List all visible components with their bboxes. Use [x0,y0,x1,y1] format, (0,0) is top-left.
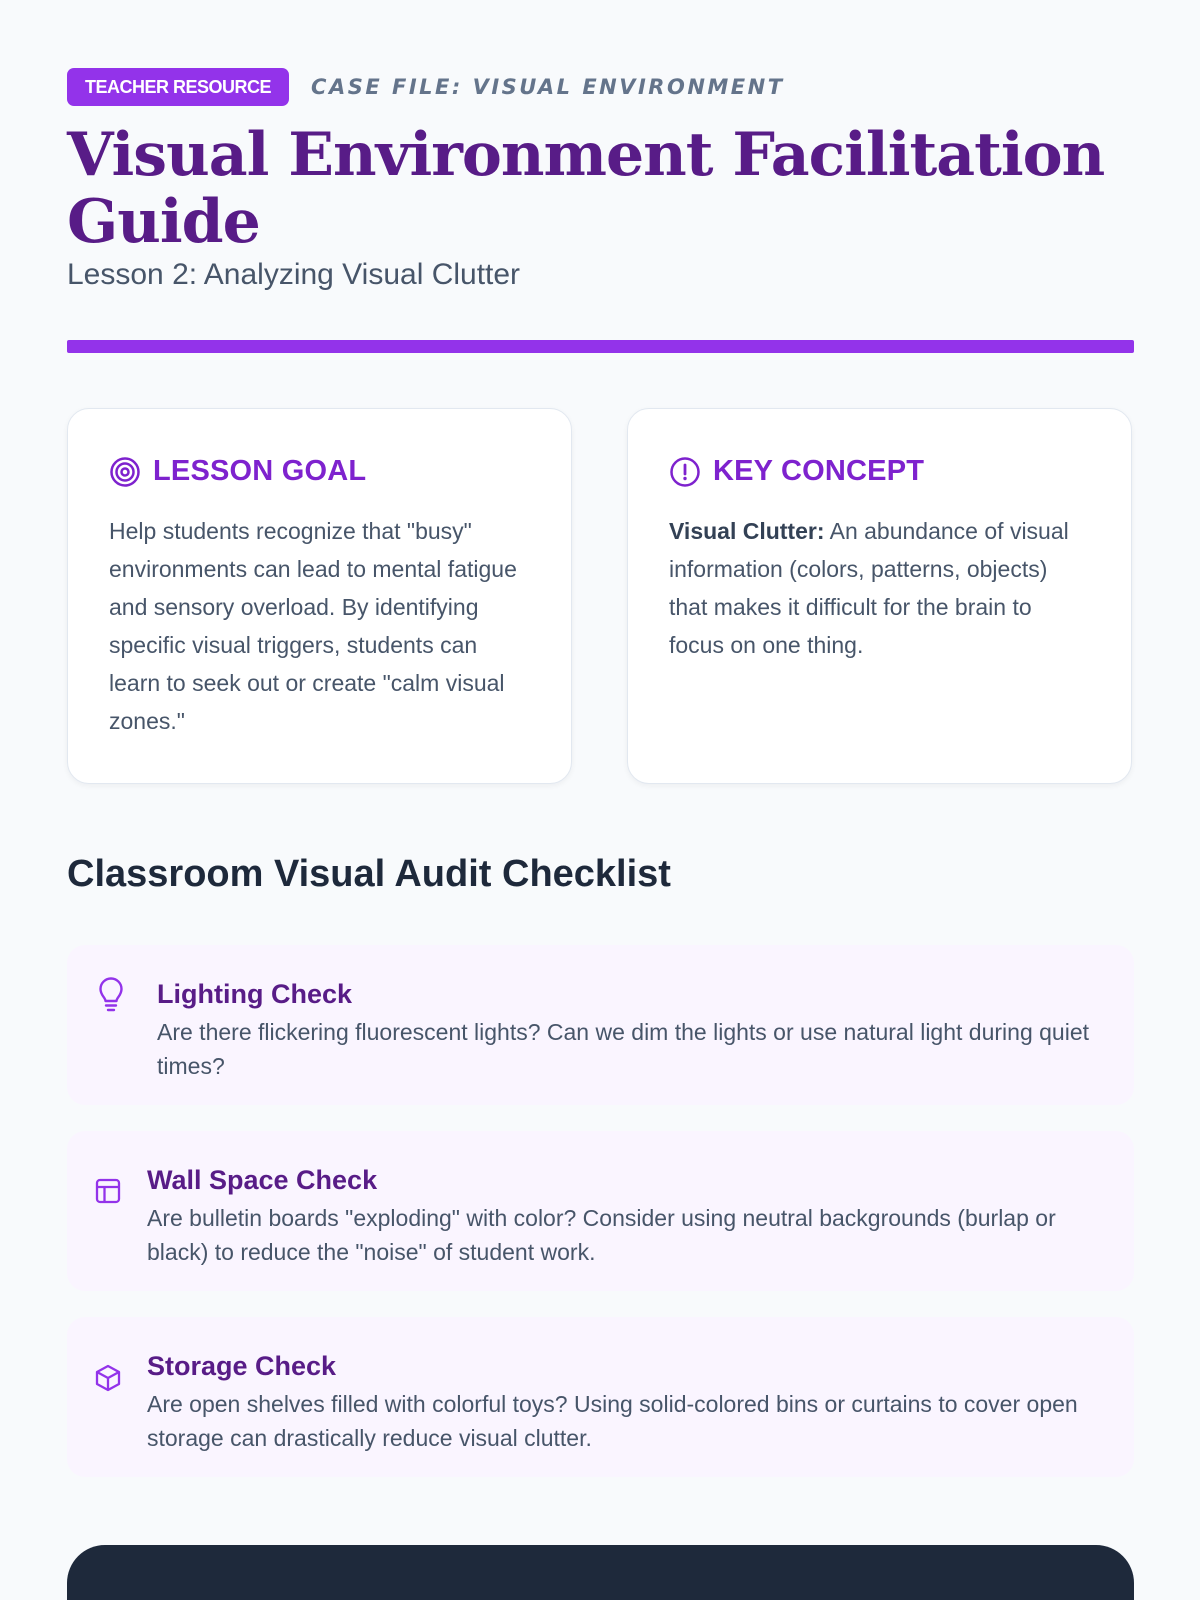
storage-check-desc: Are open shelves filled with colorful toys? Using solid-colored bins or curtains to cover open storage can drastically reduce visual clutter. [147,1391,1078,1451]
box-icon [95,1364,121,1392]
checklist-item-wall-space [67,1131,1134,1291]
checklist-title: Classroom Visual Audit Checklist [67,853,671,895]
key-concept-term: Visual Clutter: [669,518,825,544]
key-concept-text [669,512,1091,664]
target-icon [109,456,141,488]
wall-space-check-title: Wall Space Check [147,1165,378,1195]
header-divider [67,340,1134,353]
case-file-label: CASE FILE: VISUAL ENVIRONMENT [311,75,785,99]
lighting-check-title: Lighting Check [157,979,352,1009]
wall-space-check-content [147,1163,1106,1269]
alert-circle-icon [669,456,701,488]
lightbulb-icon [96,977,126,1013]
teacher-resource-badge: TEACHER RESOURCE [67,68,289,106]
lesson-goal-header [109,455,531,488]
lesson-goal-text: Help students recognize that "busy" environments can lead to mental fatigue and sensory overload. By identifying specific visual triggers, students can learn to seek out or create "calm visual zones." [109,518,517,734]
page-title: Visual Environment Facilitation Guide [67,120,1105,257]
checklist-item-storage [67,1317,1134,1477]
lesson-goal-title: LESSON GOAL [153,455,367,487]
key-concept-definition: An abundance of visual information (colors, patterns, objects) that makes it difficult for the brain to focus on one thing. [669,518,1069,658]
key-concept-card [627,408,1132,784]
wall-space-check-desc: Are bulletin boards "exploding" with color? Consider using neutral backgrounds (burlap or black) to reduce the "noise" of student work. [147,1205,1056,1265]
footer-panel [67,1545,1134,1600]
storage-check-content [147,1349,1106,1455]
layout-icon [95,1178,121,1204]
lesson-goal-card [67,408,572,784]
lighting-check-desc: Are there flickering fluorescent lights? Can we dim the lights or use natural light during quiet times? [157,1019,1089,1079]
checklist-item-lighting [67,945,1134,1105]
key-concept-title: KEY CONCEPT [713,455,925,487]
key-concept-header [669,455,1091,488]
storage-check-title: Storage Check [147,1351,337,1381]
page-subtitle: Lesson 2: Analyzing Visual Clutter [67,258,521,291]
eyebrow-row [67,68,785,106]
lighting-check-content [157,977,1106,1083]
